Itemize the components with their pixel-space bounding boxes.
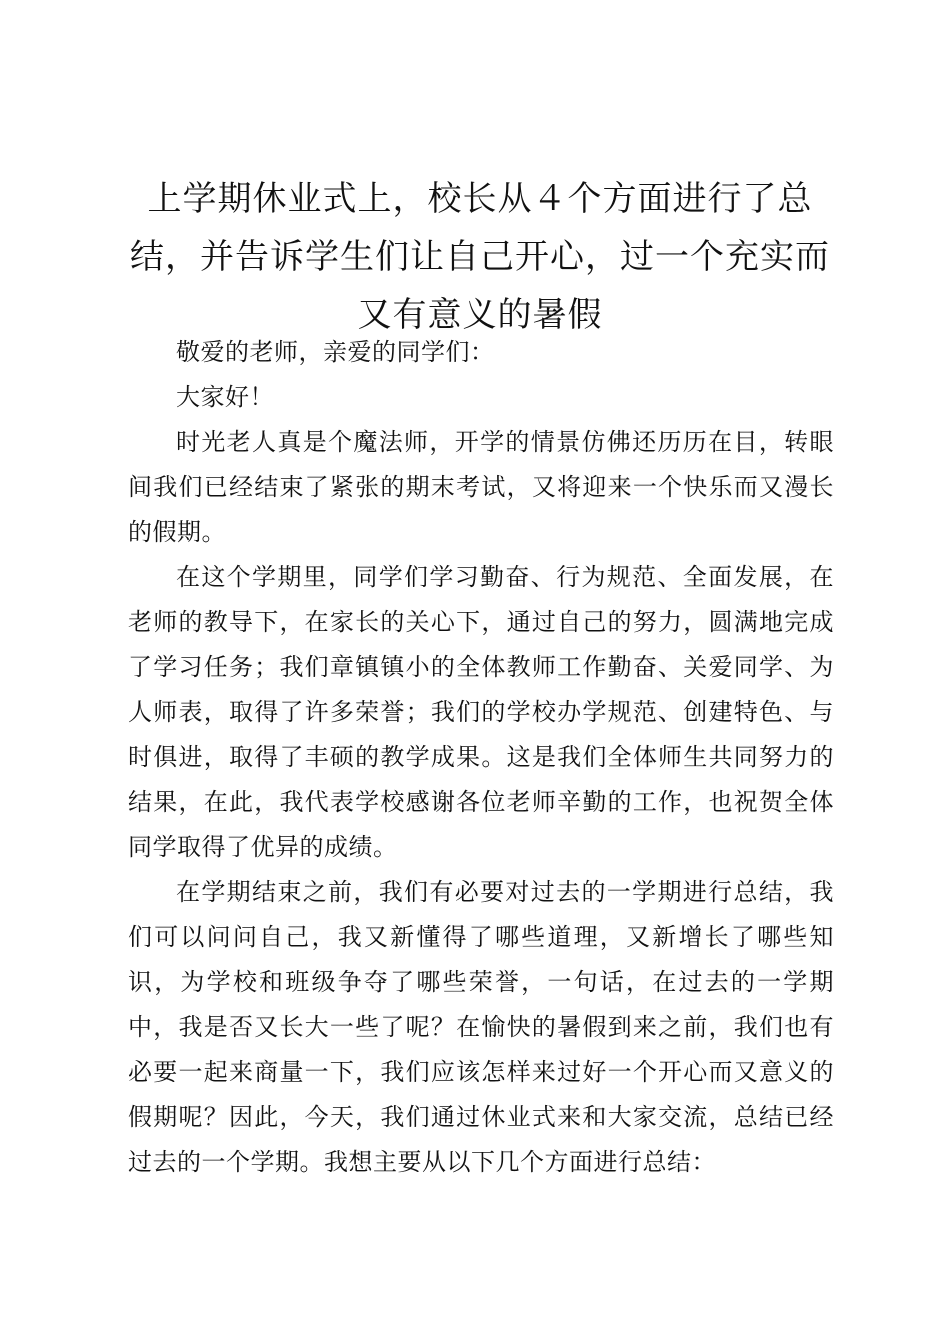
- body-paragraph: 时光老人真是个魔法师，开学的情景仿佛还历历在目，转眼间我们已经结束了紧张的期末考试，又将迎来一个快乐而又漫长的假期。: [128, 428, 834, 546]
- document-title: 上学期休业式上，校长从４个方面进行了总结，并告诉学生们让自己开心，过一个充实而又有意义的暑假: [130, 179, 830, 335]
- document-body: [128, 330, 834, 1185]
- body-paragraph: 在这个学期里，同学们学习勤奋、行为规范、全面发展，在老师的教导下，在家长的关心下，通过自己的努力，圆满地完成了学习任务；我们章镇镇小的全体教师工作勤奋、关爱同学、为人师表，取得了许多荣誉；我们的学校办学规范、创建特色、与时俱进，取得了丰硕的教学成果。这是我们全体师生共同努力的结果，在此，我代表学校感谢各位老师辛勤的工作，也祝贺全体同学取得了优异的成绩。: [128, 563, 834, 861]
- body-paragraph: 在学期结束之前，我们有必要对过去的一学期进行总结，我们可以问问自己，我又新懂得了哪些道理，又新增长了哪些知识，为学校和班级争夺了哪些荣誉，一句话，在过去的一学期中，我是否又长大一些了呢？在愉快的暑假到来之前，我们也有必要一起来商量一下，我们应该怎样来过好一个开心而又意义的假期呢？因此，今天，我们通过休业式来和大家交流，总结已经过去的一个学期。我想主要从以下几个方面进行总结：: [128, 878, 834, 1176]
- salutation-paragraph: 敬爱的老师，亲爱的同学们：: [176, 338, 495, 366]
- greeting-paragraph: 大家好！: [176, 383, 274, 411]
